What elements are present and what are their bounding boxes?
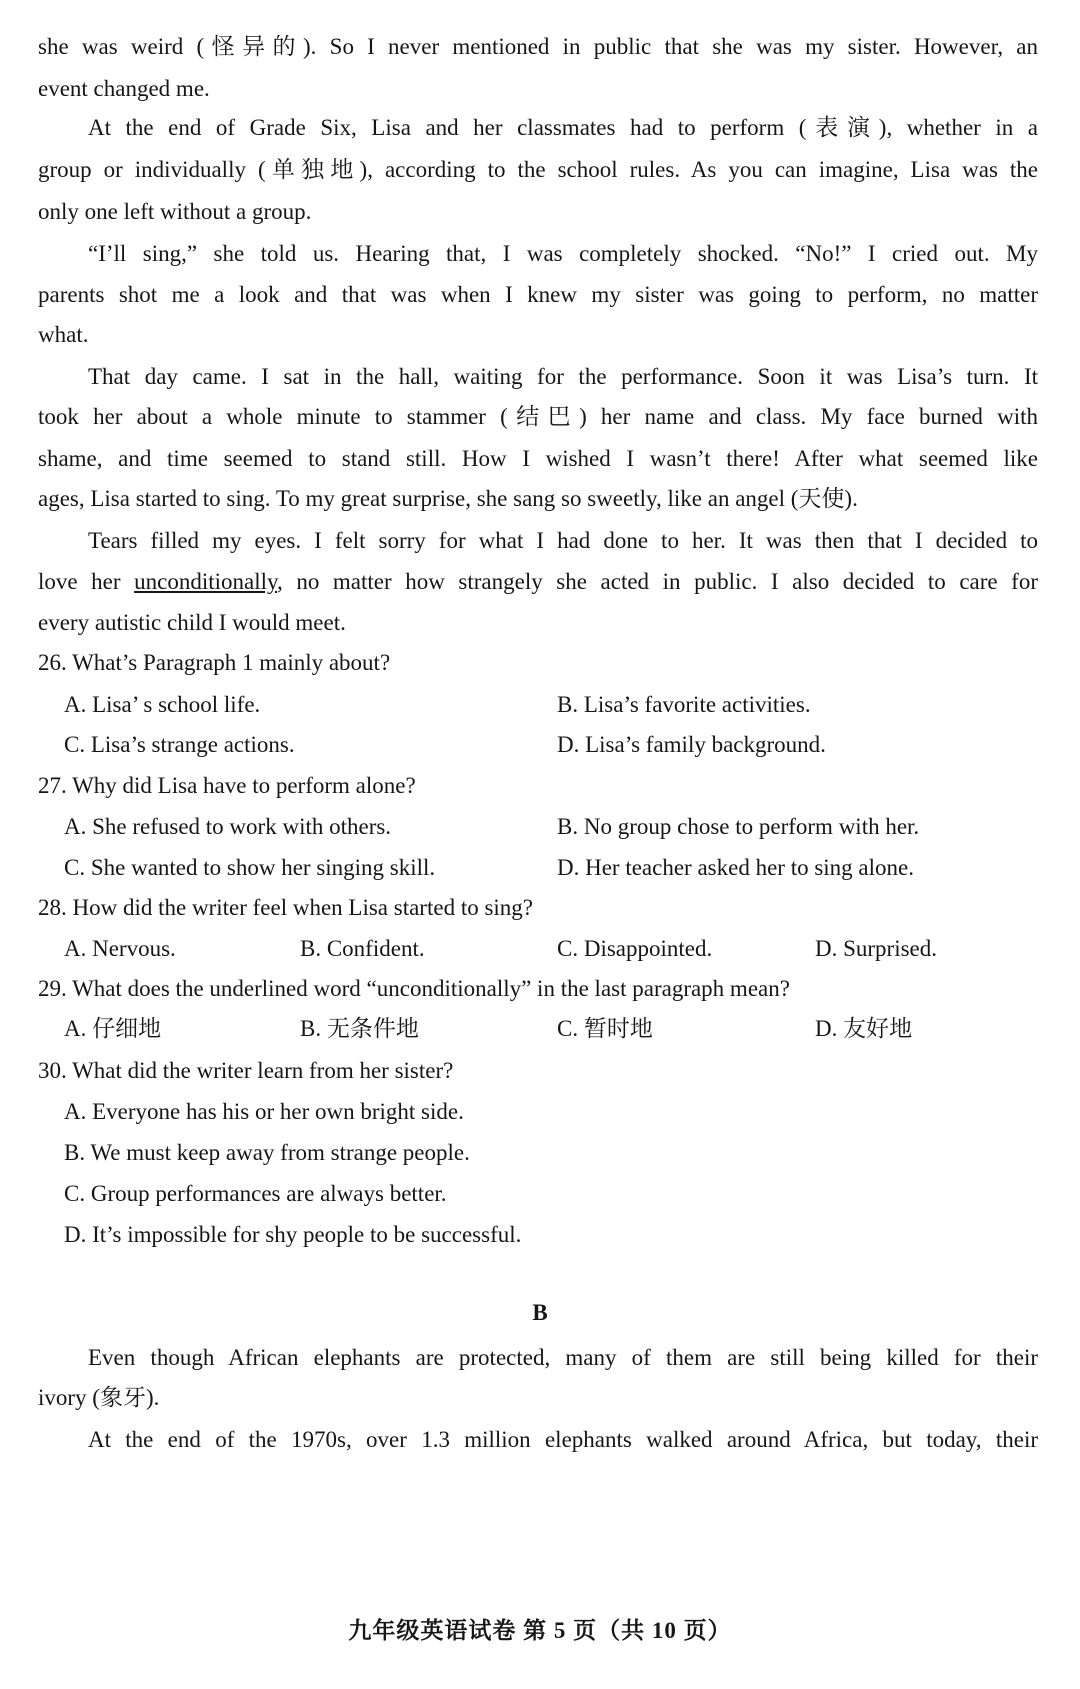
question-stem: 28. How did the writer feel when Lisa started to sing? — [38, 895, 534, 920]
option-c: C. Lisa’s strange actions. — [64, 732, 295, 757]
option-c: C. Disappointed. — [557, 936, 713, 961]
question-stem: 26. What’s Paragraph 1 mainly about? — [38, 650, 391, 675]
text-segment: love her — [38, 569, 135, 594]
option-b: B. Confident. — [300, 936, 425, 961]
passage-line: every autistic child I would meet. — [38, 610, 346, 635]
option-d: D. Lisa’s family background. — [557, 732, 826, 757]
section-heading: B — [532, 1300, 548, 1325]
option-d: D. It’s impossible for shy people to be successful. — [64, 1222, 522, 1247]
option-d: D. Her teacher asked her to sing alone. — [557, 855, 914, 880]
question-stem: 27. Why did Lisa have to perform alone? — [38, 773, 416, 798]
passage-line: Tears filled my eyes. I felt sorry for what I had done to her. It was then that I decided to — [88, 528, 1038, 553]
option-b: B. We must keep away from strange people. — [64, 1140, 470, 1165]
passage-line: ivory (象牙). — [38, 1385, 160, 1410]
option-b: B. No group chose to perform with her. — [557, 814, 920, 839]
option-d: D. 友好地 — [815, 1016, 913, 1041]
page-footer: 九年级英语试卷 第 5 页（共 10 页） — [348, 1618, 732, 1643]
underlined-word: unconditionally — [134, 569, 277, 594]
passage-line: parents shot me a look and that was when I knew my sister was going to perform, no matter — [38, 282, 1038, 307]
passage-line: what. — [38, 322, 89, 347]
option-c: C. 暂时地 — [557, 1016, 653, 1041]
option-a: A. She refused to work with others. — [64, 814, 392, 839]
passage-line-underlined — [38, 567, 1038, 597]
option-c: C. She wanted to show her singing skill. — [64, 855, 436, 880]
passage-line: she was weird (怪异的). So I never mentioned in public that she was my sister. However, an — [38, 34, 1038, 59]
passage-line: event changed me. — [38, 76, 210, 101]
passage-line: “I’ll sing,” she told us. Hearing that, I was completely shocked. “No!” I cried out. My — [88, 241, 1038, 266]
question-stem: 29. What does the underlined word “unconditionally” in the last paragraph mean? — [38, 976, 790, 1001]
passage-line: At the end of Grade Six, Lisa and her classmates had to perform (表演), whether in a — [88, 115, 1038, 140]
passage-line: At the end of the 1970s, over 1.3 million elephants walked around Africa, but today, their — [88, 1427, 1038, 1452]
option-b: B. Lisa’s favorite activities. — [557, 692, 811, 717]
passage-line: shame, and time seemed to stand still. How I wished I wasn’t there! After what seemed like — [38, 446, 1038, 471]
passage-line: That day came. I sat in the hall, waiting for the performance. Soon it was Lisa’s turn. It — [88, 364, 1038, 389]
passage-line: only one left without a group. — [38, 199, 312, 224]
option-d: D. Surprised. — [815, 936, 938, 961]
option-c: C. Group performances are always better. — [64, 1181, 447, 1206]
option-a: A. Everyone has his or her own bright side. — [64, 1099, 464, 1124]
passage-line: took her about a whole minute to stammer (结巴) her name and class. My face burned with — [38, 404, 1038, 429]
passage-line: group or individually (单独地), according to the school rules. As you can imagine, Lisa was the — [38, 157, 1038, 182]
option-a: A. 仔细地 — [64, 1016, 162, 1041]
option-b: B. 无条件地 — [300, 1016, 419, 1041]
passage-line: ages, Lisa started to sing. To my great surprise, she sang so sweetly, like an angel (天使). — [38, 486, 858, 511]
text-segment: , no matter how strangely she acted in public. I also decided to care for — [277, 569, 1039, 594]
option-a: A. Nervous. — [64, 936, 176, 961]
passage-line: Even though African elephants are protected, many of them are still being killed for their — [88, 1345, 1038, 1370]
question-stem: 30. What did the writer learn from her sister? — [38, 1058, 454, 1083]
option-a: A. Lisa’ s school life. — [64, 692, 261, 717]
